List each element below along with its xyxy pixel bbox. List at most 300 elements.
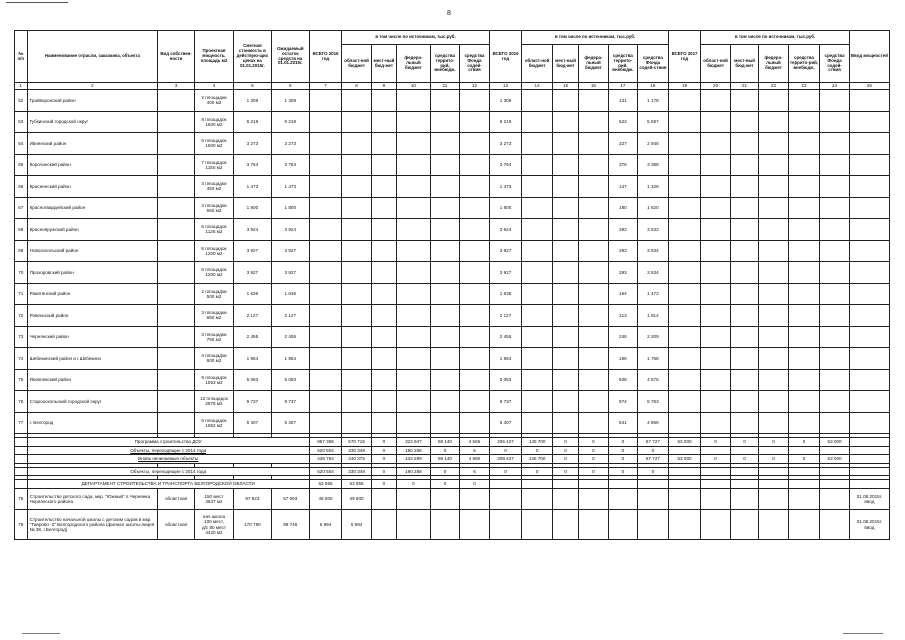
fund-2016-cell: 1 620 (638, 197, 669, 219)
value-cell (342, 90, 371, 112)
total-value-cell (730, 467, 758, 476)
value-cell (788, 219, 820, 241)
value-cell (759, 326, 788, 348)
value-cell (788, 197, 820, 219)
total-value-cell: 4 566 (460, 438, 490, 447)
header-src-terr: средства террито-рий, внебюдж. (788, 45, 820, 83)
value-cell (668, 262, 701, 284)
value-cell (579, 391, 608, 413)
value-cell (849, 412, 889, 434)
total-2016-cell: 3 273 (489, 133, 522, 155)
value-cell (552, 219, 578, 241)
column-index-cell: 16 (579, 83, 608, 90)
value-cell (759, 412, 788, 434)
value-cell (309, 262, 342, 284)
total-value-cell (820, 480, 850, 489)
row-num-cell: 62 (15, 90, 28, 112)
fund-2016-cell: 1 472 (638, 283, 669, 305)
value-cell (397, 176, 431, 198)
kind-cell (158, 412, 195, 434)
est-cost-cell: 3 927 (233, 262, 271, 284)
value-cell (579, 111, 608, 133)
value-cell (820, 369, 850, 391)
total-value-cell: 0 (788, 455, 820, 464)
total-2016-cell: 5 407 (489, 412, 522, 434)
value-cell (460, 111, 490, 133)
value-cell (309, 111, 342, 133)
value-cell (849, 111, 889, 133)
column-index-cell: 15 (552, 83, 578, 90)
value-cell (820, 412, 850, 434)
value-cell (788, 283, 820, 305)
value-cell (430, 133, 459, 155)
value-cell (730, 391, 758, 413)
terr-2016-cell: 327 (608, 133, 637, 155)
value-cell (730, 197, 758, 219)
header-src-fed: федера-льный бюджет (397, 45, 431, 83)
value-cell (759, 348, 788, 370)
total-num-cell (15, 446, 28, 455)
value-cell (730, 240, 758, 262)
total-value-cell (759, 467, 788, 476)
remaining-cell: 1 473 (271, 176, 309, 198)
value-cell (371, 283, 396, 305)
terr-2016-cell: 393 (608, 262, 637, 284)
value-cell (460, 305, 490, 327)
table-row (15, 412, 890, 434)
value-cell (668, 305, 701, 327)
kind-cell (158, 219, 195, 241)
row-num-cell: 76 (15, 391, 28, 413)
total-value-cell: 0 (701, 438, 730, 447)
total-value-cell: 0 (608, 438, 637, 447)
total-2016-cell: 9 737 (489, 391, 522, 413)
total-value-cell: 330 348 (342, 446, 371, 455)
row-num-cell: 71 (15, 283, 28, 305)
total-value-cell: 520 504 (309, 467, 342, 476)
value-cell (552, 412, 578, 434)
column-index-cell: 8 (342, 83, 371, 90)
kind-cell (158, 154, 195, 176)
row-num-cell: 67 (15, 197, 28, 219)
fund-2016-cell: 2 946 (638, 133, 669, 155)
total-value-cell: 53 000 (820, 455, 850, 464)
total-2016-cell: 1 800 (489, 197, 522, 219)
total-value-cell: 957 368 (309, 438, 342, 447)
row-name-cell: Краснояружский район (27, 219, 158, 241)
table-row (15, 283, 890, 305)
value-cell (820, 111, 850, 133)
value-cell (579, 240, 608, 262)
value-cell (371, 510, 396, 540)
row-name-cell: Яковлевский район (27, 369, 158, 391)
total-value-cell (608, 480, 637, 489)
header-src-fund: средства Фонда содей-ствия (460, 45, 490, 83)
value-cell (759, 488, 788, 510)
row-name-cell: Старооскольский городской округ (27, 391, 158, 413)
value-cell (309, 176, 342, 198)
value-cell (522, 305, 553, 327)
value-cell (430, 283, 459, 305)
value-cell (309, 154, 342, 176)
value-cell (701, 176, 730, 198)
total-value-cell: 0 (430, 467, 459, 476)
value-cell (759, 90, 788, 112)
value-cell (397, 90, 431, 112)
value-cell (522, 326, 553, 348)
value-cell (849, 176, 889, 198)
total-2016-cell: 3 764 (489, 154, 522, 176)
column-index-cell: 24 (820, 83, 850, 90)
value-cell (460, 133, 490, 155)
total-2016-cell: 2 127 (489, 305, 522, 327)
total-value-cell (668, 446, 701, 455)
value-cell (460, 283, 490, 305)
remaining-cell: 1 800 (271, 197, 309, 219)
column-index-cell: 7 (309, 83, 342, 90)
value-cell (309, 391, 342, 413)
total-value-cell: 6 (460, 467, 490, 476)
terr-2016-cell: 541 (608, 412, 637, 434)
column-index-cell: 12 (460, 83, 490, 90)
value-cell (552, 369, 578, 391)
total-value-cell: 570 715 (342, 438, 371, 447)
value-cell (397, 154, 431, 176)
est-cost-cell: 1 964 (233, 348, 271, 370)
total-value-cell: 53 000 (820, 438, 850, 447)
header-rule (6, 2, 68, 3)
value-cell (371, 305, 396, 327)
total-label-cell: Вновь начинаемые объекты (27, 455, 309, 464)
value-cell (849, 262, 889, 284)
total-value-cell: 0 (552, 438, 578, 447)
total-label-cell: Объекты, переходящие с 2014 года (27, 467, 309, 476)
value-cell (430, 510, 459, 540)
value-cell (730, 369, 758, 391)
value-cell (371, 240, 396, 262)
total-value-cell: 190 258 (397, 446, 431, 455)
value-cell (397, 412, 431, 434)
value-cell (342, 348, 371, 370)
total-value-cell (730, 480, 758, 489)
total-value-cell: 190 258 (397, 467, 431, 476)
total-value-cell: 0 (552, 467, 578, 476)
total-row (15, 438, 890, 447)
est-cost-cell: 5 407 (233, 412, 271, 434)
value-cell (342, 262, 371, 284)
remaining-cell: 3 927 (271, 262, 309, 284)
value-cell (579, 176, 608, 198)
total-label-cell: Программа строительства ДОУ (27, 438, 309, 447)
value-cell (552, 488, 578, 510)
kind-cell: областная (158, 510, 195, 540)
value-cell (371, 219, 396, 241)
value-cell (397, 262, 431, 284)
table-row (15, 240, 890, 262)
est-cost-cell: 1 473 (233, 176, 271, 198)
kind-cell (158, 283, 195, 305)
value-cell (489, 510, 522, 540)
value-cell (579, 90, 608, 112)
header-est-cost: Сметная стоимость в действую-щих ценах на 01.01.2015г. (233, 31, 271, 83)
value-cell (522, 391, 553, 413)
value-cell (371, 90, 396, 112)
total-value-cell: 0 (430, 480, 459, 489)
kind-cell (158, 369, 195, 391)
total-label-cell: ДЕПАРТАМЕНТ СТРОИТЕЛЬСТВА И ТРАНСПОРТА БЕЛГОРОДСКОЙ ОБЛАСТИ (27, 480, 309, 489)
value-cell (371, 154, 396, 176)
total-value-cell: 240 375 (342, 455, 371, 464)
value-cell (701, 240, 730, 262)
est-cost-cell: 2 127 (233, 305, 271, 327)
total-value-cell: 140 700 (522, 455, 553, 464)
value-cell (342, 154, 371, 176)
capacity-cell: 3 площадки 450 м2 (195, 176, 234, 198)
header-src-obl: област-ной бюджет (701, 45, 730, 83)
kind-cell (158, 133, 195, 155)
total-value-cell (668, 467, 701, 476)
total-value-cell: 330 348 (342, 467, 371, 476)
value-cell (430, 154, 459, 176)
value-cell (522, 90, 553, 112)
value-cell (522, 348, 553, 370)
value-cell (730, 510, 758, 540)
value-cell (309, 369, 342, 391)
terr-2016-cell: 392 (608, 219, 637, 241)
row-num-cell: 73 (15, 326, 28, 348)
est-cost-cell: 97 923 (233, 488, 271, 510)
kind-cell (158, 197, 195, 219)
total-value-cell (820, 446, 850, 455)
value-cell (730, 111, 758, 133)
value-cell (788, 111, 820, 133)
value-cell (579, 154, 608, 176)
total-value-cell: 0 (638, 467, 669, 476)
obl-2015-cell: 49 600 (342, 488, 371, 510)
fund-2016-cell: 4 575 (638, 369, 669, 391)
total-value-cell (730, 446, 758, 455)
value-cell (668, 176, 701, 198)
row-name-cell: Губкинский городской округ (27, 111, 158, 133)
column-index-cell: 3 (158, 83, 195, 90)
obl-2015-cell: 5 994 (342, 510, 371, 540)
value-cell (788, 154, 820, 176)
capacity-cell: 4 площадки 600 м2 (195, 348, 234, 370)
value-cell (849, 240, 889, 262)
fund-2016-cell: 1 768 (638, 348, 669, 370)
header-src-fund: средства Фонда содей-ствия (638, 45, 669, 83)
value-cell (371, 326, 396, 348)
value-cell (849, 348, 889, 370)
value-cell (788, 348, 820, 370)
table-row (15, 154, 890, 176)
remaining-cell: 2 127 (271, 305, 309, 327)
kind-cell (158, 90, 195, 112)
value-cell (849, 283, 889, 305)
kind-cell (158, 176, 195, 198)
value-cell (759, 219, 788, 241)
value-cell (820, 305, 850, 327)
value-cell (730, 305, 758, 327)
header-total-2015: ВСЕГО 2015 год (309, 31, 342, 83)
total-num-cell (15, 467, 28, 476)
fund-2016-cell: 8 763 (638, 391, 669, 413)
value-cell (730, 176, 758, 198)
value-cell (579, 305, 608, 327)
value-cell (371, 111, 396, 133)
value-cell (820, 133, 850, 155)
total-value-cell: 0 (522, 446, 553, 455)
remaining-cell: 5 407 (271, 412, 309, 434)
terr-2016-cell: 393 (608, 240, 637, 262)
total-value-cell: 0 (638, 446, 669, 455)
value-cell (730, 412, 758, 434)
column-index-cell: 17 (608, 83, 637, 90)
total-value-cell: 67 727 (638, 438, 669, 447)
value-cell (701, 219, 730, 241)
value-cell (638, 488, 669, 510)
value-cell (638, 510, 669, 540)
column-index-cell: 2 (27, 83, 158, 90)
total-value-cell (849, 480, 889, 489)
value-cell (579, 488, 608, 510)
capacity-cell: 2 площадки 500 м2 (195, 283, 234, 305)
value-cell (730, 262, 758, 284)
value-cell (460, 90, 490, 112)
value-cell (820, 197, 850, 219)
value-cell (460, 219, 490, 241)
value-cell (552, 348, 578, 370)
value-cell (397, 369, 431, 391)
value-cell (522, 154, 553, 176)
terr-2016-cell: 164 (608, 283, 637, 305)
row-num-cell: 77 (15, 412, 28, 434)
value-cell (788, 240, 820, 262)
est-cost-cell: 1 309 (233, 90, 271, 112)
row-name-cell: Ракитянский район (27, 283, 158, 305)
value-cell (342, 305, 371, 327)
value-cell (608, 488, 637, 510)
value-cell (701, 111, 730, 133)
value-cell (579, 412, 608, 434)
remaining-cell: 5 083 (271, 369, 309, 391)
value-cell (820, 510, 850, 540)
total-value-cell: 0 (788, 438, 820, 447)
value-cell (579, 262, 608, 284)
value-cell (788, 326, 820, 348)
total-2016-cell: 1 473 (489, 176, 522, 198)
value-cell (788, 262, 820, 284)
value-cell (579, 219, 608, 241)
value-cell (701, 391, 730, 413)
terr-2016-cell: 196 (608, 348, 637, 370)
total-value-cell: 0 (371, 480, 396, 489)
row-num-cell: 72 (15, 305, 28, 327)
value-cell (522, 488, 553, 510)
value-cell (342, 111, 371, 133)
value-cell (460, 510, 490, 540)
value-cell (522, 133, 553, 155)
value-cell (430, 219, 459, 241)
total-value-cell (788, 467, 820, 476)
value-cell (820, 488, 850, 510)
total-row (15, 467, 890, 476)
header-src-terr: средства террито-рий, внебюдж. (608, 45, 637, 83)
value-cell (397, 197, 431, 219)
total-value-cell: 59 140 (430, 455, 459, 464)
value-cell (579, 369, 608, 391)
value-cell (397, 510, 431, 540)
total-value-cell (522, 480, 553, 489)
total-value-cell: 0 (579, 455, 608, 464)
header-num: № п/п (15, 31, 28, 83)
column-index-cell: 1 (15, 83, 28, 90)
value-cell (849, 391, 889, 413)
total-value-cell (849, 467, 889, 476)
total-value-cell: 208 427 (489, 455, 522, 464)
row-name-cell: г. Белгород (27, 412, 158, 434)
total-2016-cell: 5 083 (489, 369, 522, 391)
value-cell (849, 219, 889, 241)
total-value-cell: 436 764 (309, 455, 342, 464)
value-cell (668, 412, 701, 434)
terr-2016-cell: 622 (608, 111, 637, 133)
kind-cell: областная (158, 488, 195, 510)
value-cell (371, 391, 396, 413)
value-cell (430, 240, 459, 262)
total-value-cell (788, 446, 820, 455)
total-row (15, 446, 890, 455)
kind-cell (158, 305, 195, 327)
column-index-cell: 13 (489, 83, 522, 90)
terr-2016-cell: 974 (608, 391, 637, 413)
footer-rule (843, 633, 883, 634)
value-cell (759, 262, 788, 284)
value-cell (397, 488, 431, 510)
value-cell (759, 510, 788, 540)
row-name-cell: Шебекинский район и г.Шебекино (27, 348, 158, 370)
value-cell (759, 305, 788, 327)
capacity-cell: 9 площадок 1553 м2 (195, 369, 234, 391)
value-cell (730, 154, 758, 176)
value-cell (460, 369, 490, 391)
value-cell (820, 262, 850, 284)
value-cell (342, 326, 371, 348)
value-cell (552, 391, 578, 413)
row-num-cell: 65 (15, 154, 28, 176)
value-cell (579, 348, 608, 370)
value-cell (309, 412, 342, 434)
value-cell (759, 283, 788, 305)
value-cell (730, 283, 758, 305)
value-cell (460, 240, 490, 262)
value-cell (820, 90, 850, 112)
value-cell (701, 326, 730, 348)
remaining-cell: 3 927 (271, 240, 309, 262)
header-src-obl: област-ной бюджет (522, 45, 553, 83)
value-cell (552, 111, 578, 133)
investment-program-table (14, 30, 890, 540)
value-cell (552, 176, 578, 198)
total-value-cell: 0 (371, 455, 396, 464)
capacity-cell: 3 площадки 750 м2 (195, 326, 234, 348)
total-value-cell: 53 000 (668, 455, 701, 464)
value-cell (788, 510, 820, 540)
total-value-cell: 0 (489, 467, 522, 476)
value-cell (701, 412, 730, 434)
value-cell (552, 305, 578, 327)
header-total-2016: ВСЕГО 2016 год (489, 31, 522, 83)
